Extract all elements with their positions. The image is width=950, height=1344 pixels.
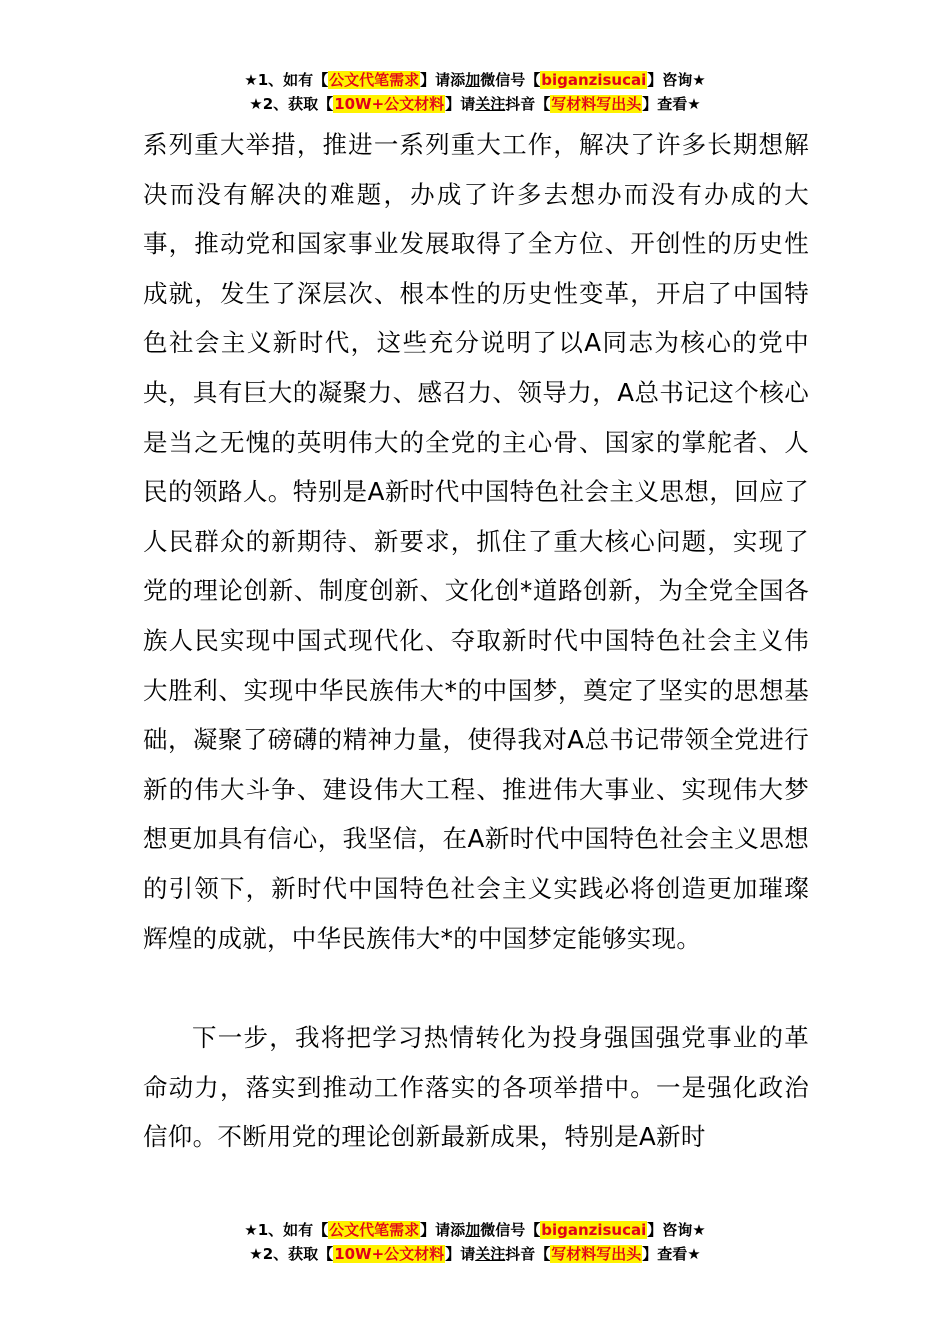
promo-douyin-id: 写材料写出头 bbox=[551, 95, 642, 113]
promo-wechat-id: biganzisucai bbox=[541, 71, 647, 89]
promo-line-2: ★2、获取【10W+公文材料】请关注抖音【写材料写出头】查看★ bbox=[249, 1245, 701, 1263]
promo-highlight: 公文代笔需求 bbox=[329, 1221, 420, 1239]
promo-douyin-id: 写材料写出头 bbox=[551, 1245, 642, 1263]
footer-promo-banner bbox=[0, 1218, 950, 1266]
promo-highlight: 10W+公文材料 bbox=[334, 1245, 445, 1263]
paragraph-spacer bbox=[143, 963, 809, 1013]
promo-highlight: 10W+公文材料 bbox=[334, 95, 445, 113]
promo-line-1: ★1、如有【公文代笔需求】请添加微信号【biganzisucai】咨询★ bbox=[244, 71, 706, 89]
header-promo-banner bbox=[0, 68, 950, 116]
document-body bbox=[143, 120, 809, 1162]
body-paragraph: 系列重大举措，推进一系列重大工作，解决了许多长期想解决而没有解决的难题，办成了许多去想办而没有办成的大事，推动党和国家事业发展取得了全方位、开创性的历史性成就，发生了深层次、根本性的历史性变革，开启了中国特色社会主义新时代，这些充分说明了以A同志为核心的党中央，具有巨大的凝聚力、感召力、领导力，A总书记这个核心是当之无愧的英明伟大的全党的主心骨、国家的掌舵者、人民的领路人。特别是A新时代中国特色社会主义思想，回应了人民群众的新期待、新要求，抓住了重大核心问题，实现了党的理论创新、制度创新、文化创*道路创新，为全党全国各族人民实现中国式现代化、夺取新时代中国特色社会主义伟大胜利、实现中华民族伟大*的中国梦，奠定了坚实的思想基础，凝聚了磅礴的精神力量，使得我对A总书记带领全党进行新的伟大斗争、建设伟大工程、推进伟大事业、实现伟大梦想更加具有信心，我坚信，在A新时代中国特色社会主义思想的引领下，新时代中国特色社会主义实践必将创造更加璀璨辉煌的成就，中华民族伟大*的中国梦定能够实现。 bbox=[143, 130, 809, 953]
promo-line-1: ★1、如有【公文代笔需求】请添加微信号【biganzisucai】咨询★ bbox=[244, 1221, 706, 1239]
promo-line-2: ★2、获取【10W+公文材料】请关注抖音【写材料写出头】查看★ bbox=[249, 95, 701, 113]
promo-wechat-id: biganzisucai bbox=[541, 1221, 647, 1239]
body-paragraph: 下一步，我将把学习热情转化为投身强国强党事业的革命动力，落实到推动工作落实的各项举措中。一是强化政治信仰。不断用党的理论创新最新成果，特别是A新时 bbox=[143, 1023, 809, 1152]
promo-highlight: 公文代笔需求 bbox=[329, 71, 420, 89]
